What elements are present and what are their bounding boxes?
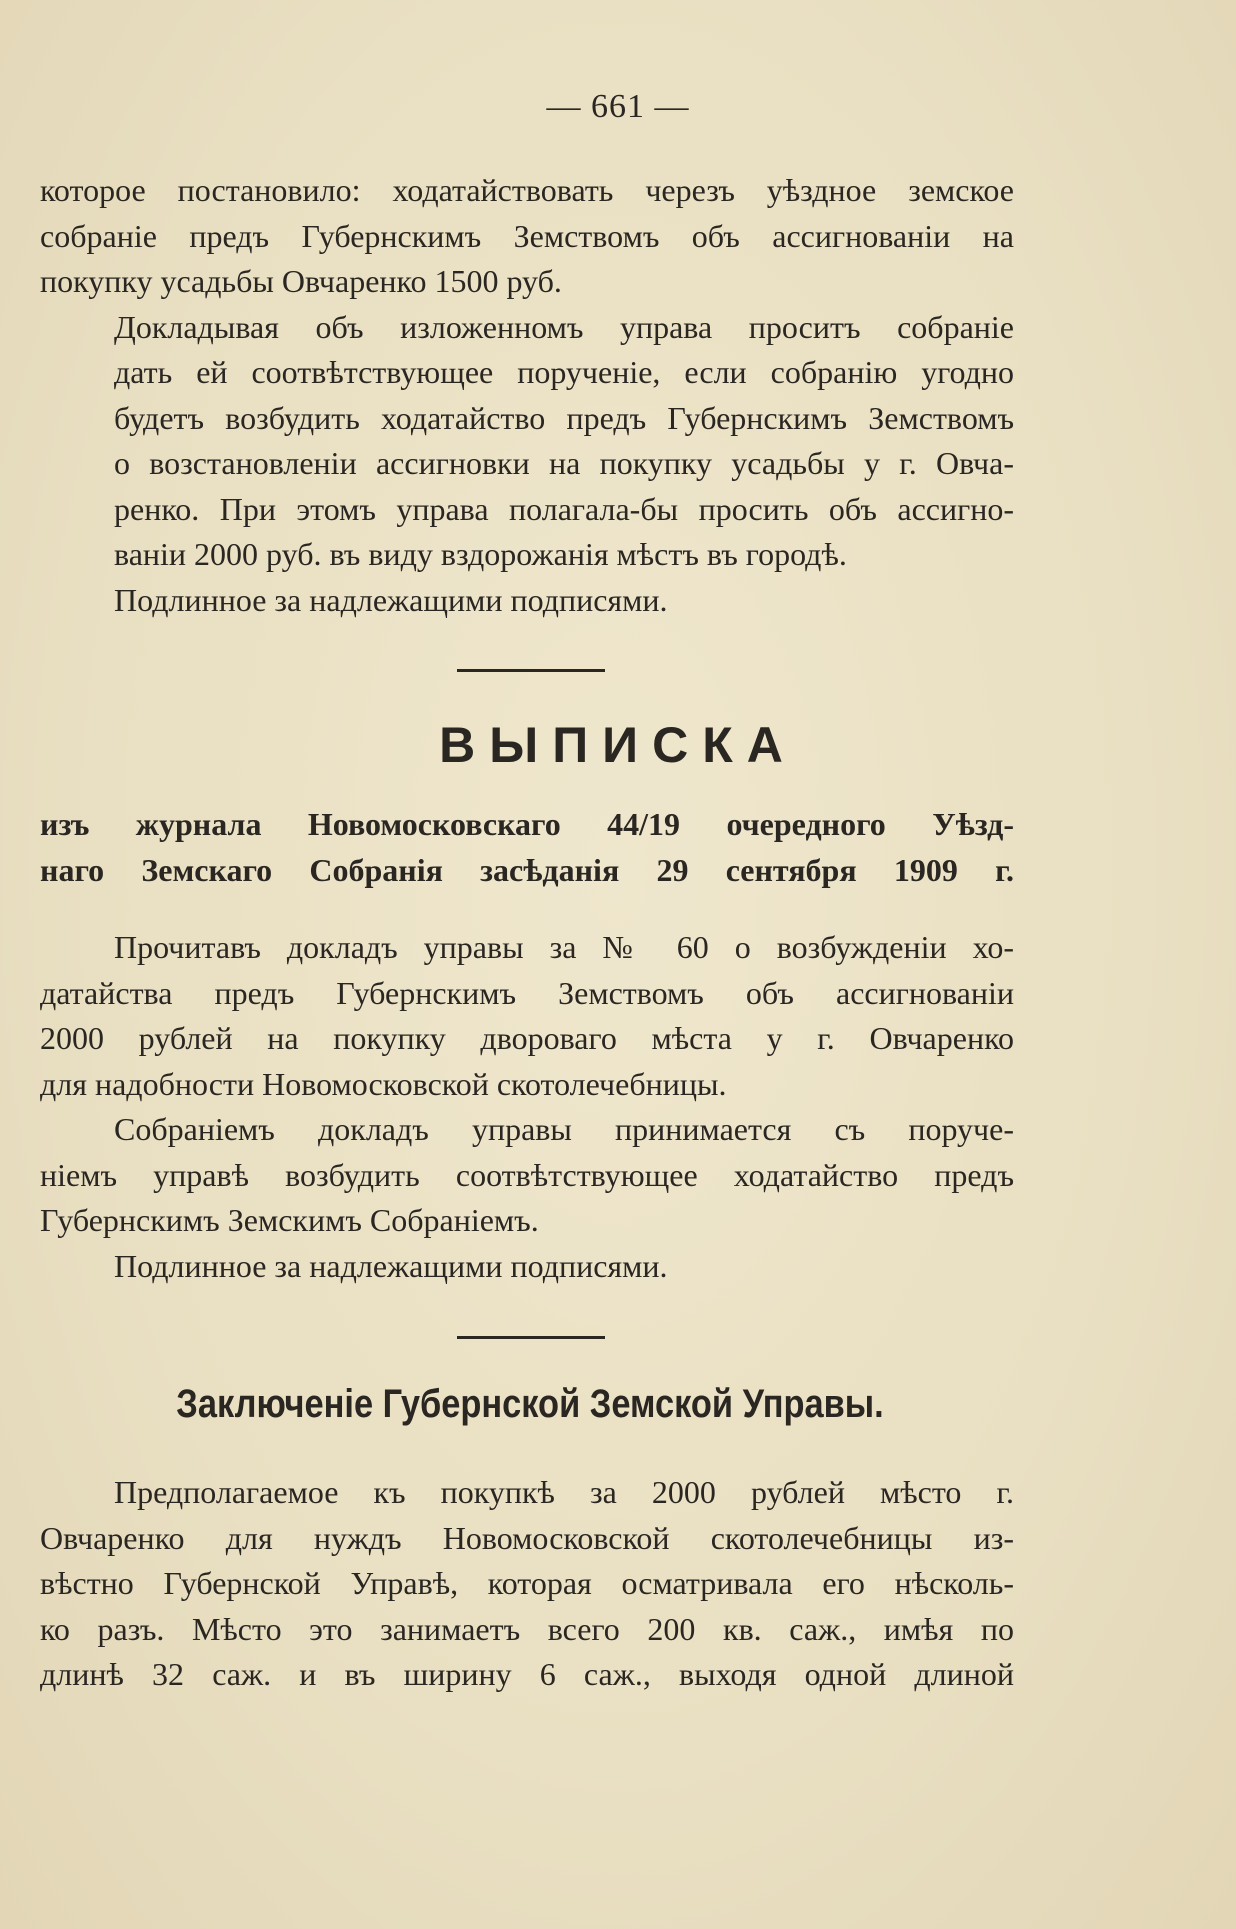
text-line: Докладывая объ изложенномъ управа проситъ собраніе xyxy=(114,308,1014,345)
text-line: ренко. При этомъ управа полагала-бы просить объ ассигно- xyxy=(114,490,1014,527)
paragraph xyxy=(40,578,1014,624)
paragraph xyxy=(40,1244,1014,1290)
text-line: Собраніемъ докладъ управы принимается съ поруче- xyxy=(114,1111,1014,1147)
section-title: ВЫПИСКА xyxy=(439,717,797,773)
signature-note: Подлинное за надлежащими подписями. xyxy=(114,1247,668,1284)
subtitle-line: наго Земскаго Собранія засѣданія 29 сентября 1909 г. xyxy=(40,852,1014,888)
text-line: 2000 рублей на покупку двороваго мѣста у г. Овчаренко xyxy=(40,1020,1014,1056)
text-block-intro xyxy=(40,168,1014,623)
signature-note: Подлинное за надлежащими подписями. xyxy=(114,581,668,618)
text-block-extract xyxy=(40,925,1014,1289)
text-line: Овчаренко для нуждъ Новомосковской скотолечебницы из- xyxy=(40,1519,1014,1556)
page-number: — 661 — xyxy=(546,88,690,125)
divider xyxy=(457,1336,605,1339)
text-line: датайства предъ Губернскимъ Земствомъ объ ассигнованіи xyxy=(40,974,1014,1011)
paragraph xyxy=(40,1470,1014,1698)
subtitle-line: изъ журнала Новомосковскаго 44/19 очередного Уѣзд- xyxy=(40,806,1014,842)
text-line: покупку усадьбы Овчаренко 1500 руб. xyxy=(40,263,562,299)
text-line: дать ей соотвѣтствующее порученіе, если собранію угодно xyxy=(114,354,1014,390)
section-subtitle xyxy=(40,801,1014,893)
text-line: будетъ возбудить ходатайство предъ Губернскимъ Земствомъ xyxy=(114,399,1014,436)
conclusion-title: Заключеніе Губернской Земской Управы. xyxy=(176,1382,884,1426)
paragraph xyxy=(40,925,1014,1107)
text-line: о возстановленіи ассигновки на покупку усадьбы у г. Овча- xyxy=(114,445,1014,481)
paragraph xyxy=(40,1107,1014,1244)
text-line: ніемъ управѣ возбудить соотвѣтствующее ходатайство предъ xyxy=(40,1156,1014,1193)
text-line: ко разъ. Мѣсто это занимаетъ всего 200 кв. саж., имѣя по xyxy=(40,1610,1014,1647)
text-line: вѣстно Губернской Управѣ, которая осматривала его нѣсколь- xyxy=(40,1565,1014,1601)
text-line: Прочитавъ докладъ управы за № 60 о возбужденіи хо- xyxy=(114,929,1014,965)
text-line: ваніи 2000 руб. въ виду вздорожанія мѣстъ въ городѣ. xyxy=(114,536,847,572)
text-line: собраніе предъ Губернскимъ Земствомъ объ ассигнованіи на xyxy=(40,217,1014,254)
text-line: для надобности Новомосковской скотолечебницы. xyxy=(40,1065,727,1102)
text-line: Предполагаемое къ покупкѣ за 2000 рублей мѣсто г. xyxy=(114,1474,1014,1510)
divider xyxy=(457,669,605,672)
text-line: которое постановило: ходатайствовать черезъ уѣздное земское xyxy=(40,172,1014,208)
paragraph xyxy=(40,168,1014,305)
paragraph xyxy=(40,305,1014,578)
text-block-conclusion xyxy=(40,1470,1014,1698)
text-line: длинѣ 32 саж. и въ ширину 6 саж., выходя одной длиной xyxy=(40,1656,1014,1692)
text-line: Губернскимъ Земскимъ Собраніемъ. xyxy=(40,1202,539,1238)
